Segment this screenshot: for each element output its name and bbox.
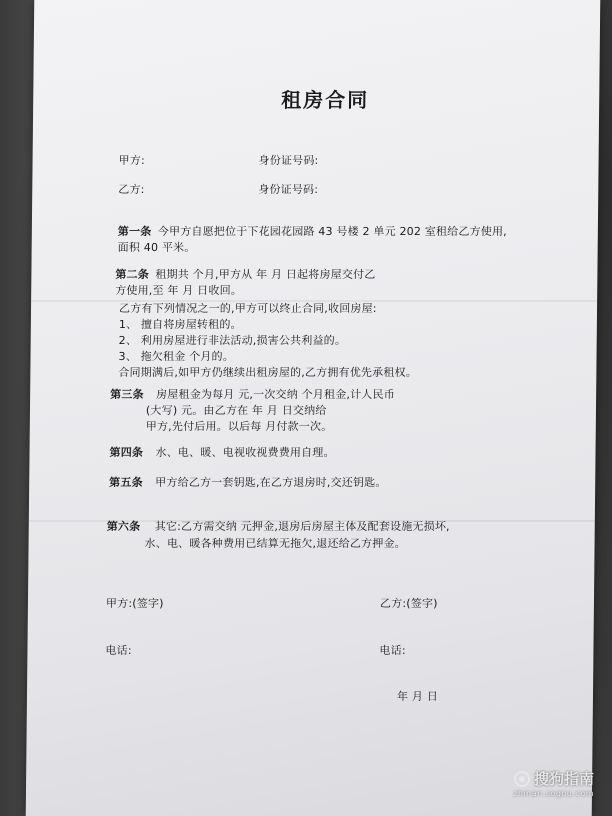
watermark-logo (513, 768, 594, 789)
clause3-line1: 房屋租金为每月 元,一次交纳 个月租金,计人民币 (156, 388, 396, 401)
clause4-label: 第四条 (109, 446, 144, 459)
watermark (513, 768, 594, 798)
clause6-label: 第六条 (106, 520, 141, 533)
clause3-line3: 甲方,先付后用。以后每 月付款一次。 (145, 420, 333, 433)
contract-date: 年 月 日 (396, 690, 439, 703)
party-a-id-label: 身份证号码: (258, 154, 319, 167)
clause5-text: 甲方给乙方一套钥匙,在乙方退房时,交还钥匙。 (155, 476, 387, 489)
party-a-label: 甲方: (118, 154, 145, 167)
sogou-logo-icon (514, 771, 530, 787)
phone-party-a: 电话: (105, 644, 132, 657)
clause3-line2: (大写) 元。由乙方在 年 月 日交纳给 (145, 404, 327, 417)
contract-paper (26, 0, 601, 816)
clause1-line1: 今甲方自愿把位于下花园花园路 43 号楼 2 单元 202 室租给乙方使用, (157, 225, 507, 238)
clause2-item1: 1、 擅自将房屋转租的。 (118, 318, 242, 331)
clause2-label: 第二条 (115, 268, 150, 281)
clause1-line2: 面积 40 平米。 (117, 241, 196, 254)
sign-party-a: 甲方:(签字) (105, 597, 164, 610)
clause2-line2: 方使用,至 年 月 日收回。 (115, 284, 243, 297)
clause2-line3: 乙方有下列情况之一的,甲方可以终止合同,收回房屋: (118, 302, 377, 315)
party-b-id-label: 身份证号码: (258, 183, 319, 196)
watermark-brand: 搜狗指南 (533, 770, 594, 788)
watermark-url: zhinan.sogou.com (513, 789, 594, 798)
clause2-item3: 3、 拖欠租金 个月的。 (118, 350, 235, 363)
clause4-text: 水、电、暖、电视收视费费用自理。 (155, 446, 335, 459)
clause2-line1: 租期共 个月,甲方从 年 月 日起将房屋交付乙 (155, 268, 376, 281)
clause3-label: 第三条 (110, 388, 144, 401)
clause5-label: 第五条 (109, 476, 143, 489)
sign-party-b: 乙方:(签字) (379, 597, 438, 610)
phone-party-b: 电话: (379, 644, 406, 657)
clause1-label: 第一条 (117, 225, 152, 238)
clause6-line2: 水、电、暖各种费用已结算无拖欠,退还给乙方押金。 (144, 537, 406, 550)
document-title: 租房合同 (281, 88, 370, 112)
party-b-label: 乙方: (118, 183, 145, 196)
clause2-line4: 合同期满后,如甲方仍继续出租房屋的,乙方拥有优先承租权。 (118, 366, 418, 379)
clause6-line1: 其它:乙方需交纳 元押金,退房后房屋主体及配套设施无损坏, (154, 520, 450, 533)
clause2-item2: 2、 利用房屋进行非法活动,损害公共利益的。 (118, 334, 347, 347)
